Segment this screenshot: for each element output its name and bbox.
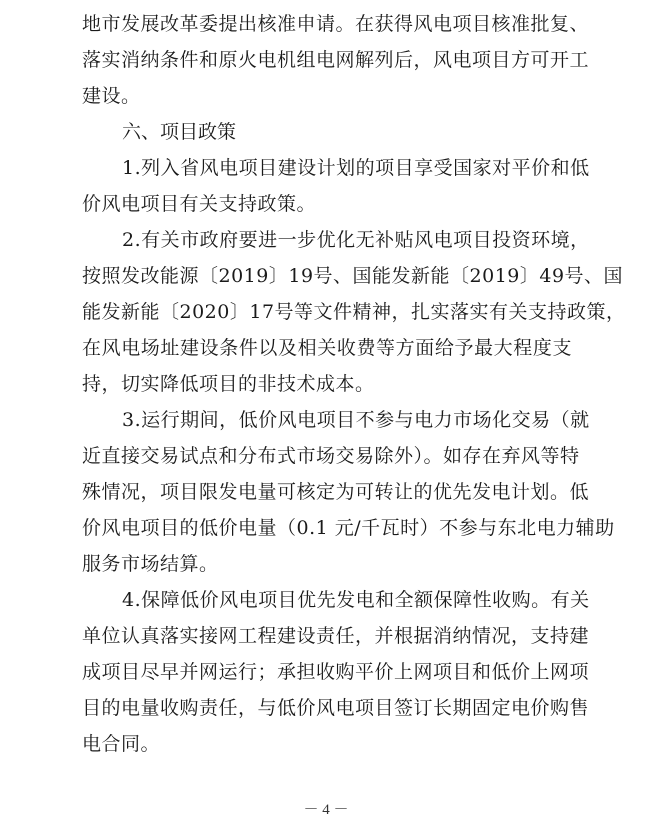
text-line: 在风电场址建设条件以及相关收费等方面给予最大程度支 [82,337,572,359]
page-number: － 4 － [303,802,349,818]
text-line: 1.列入省风电项目建设计划的项目享受国家对平价和低 [122,157,590,179]
section-heading: 六、项目政策 [122,121,237,143]
text-line: 持，切实降低项目的非技术成本。 [82,373,375,395]
text-line: 近直接交易试点和分布式市场交易除外）。如存在弃风等特 [82,445,580,467]
text-line: 单位认真落实接网工程建设责任，并根据消纳情况，支持建 [82,625,590,647]
policy-item-2 [82,222,626,402]
text-line: 服务市场结算。 [82,553,219,575]
policy-item-1 [82,150,590,222]
text-line: 目的电量收购责任，与低价风电项目签订长期固定电价购售 [82,697,590,719]
text-line: 地市发展改革委提出核准申请。在获得风电项目核准批复、 [82,13,590,35]
text-line: 3.运行期间，低价风电项目不参与电力市场化交易（就 [122,409,590,431]
text-line: 2.有关市政府要进一步优化无补贴风电项目投资环境， [122,229,590,251]
document-page [82,6,626,762]
text-line: 电合同。 [82,733,161,755]
text-line: 按照发改能源〔2019〕19号、国能发新能〔2019〕49号、国 [82,265,624,287]
text-line: 能发新能〔2020〕17号等文件精神，扎实落实有关支持政策， [82,301,626,323]
text-line: 落实消纳条件和原火电机组电网解列后，风电项目方可开工 [82,49,590,71]
text-line: 价风电项目的低价电量（0.1 元/千瓦时）不参与东北电力辅助 [82,517,615,539]
text-line: 价风电项目有关支持政策。 [82,193,317,215]
policy-item-4 [82,582,590,762]
text-line: 4.保障低价风电项目优先发电和全额保障性收购。有关 [122,589,590,611]
text-line: 成项目尽早并网运行；承担收购平价上网项目和低价上网项 [82,661,590,683]
intro-paragraph [82,6,590,114]
text-line: 建设。 [82,85,141,107]
policy-item-3 [82,402,615,582]
text-line: 殊情况，项目限发电量可核定为可转让的优先发电计划。低 [82,481,590,503]
